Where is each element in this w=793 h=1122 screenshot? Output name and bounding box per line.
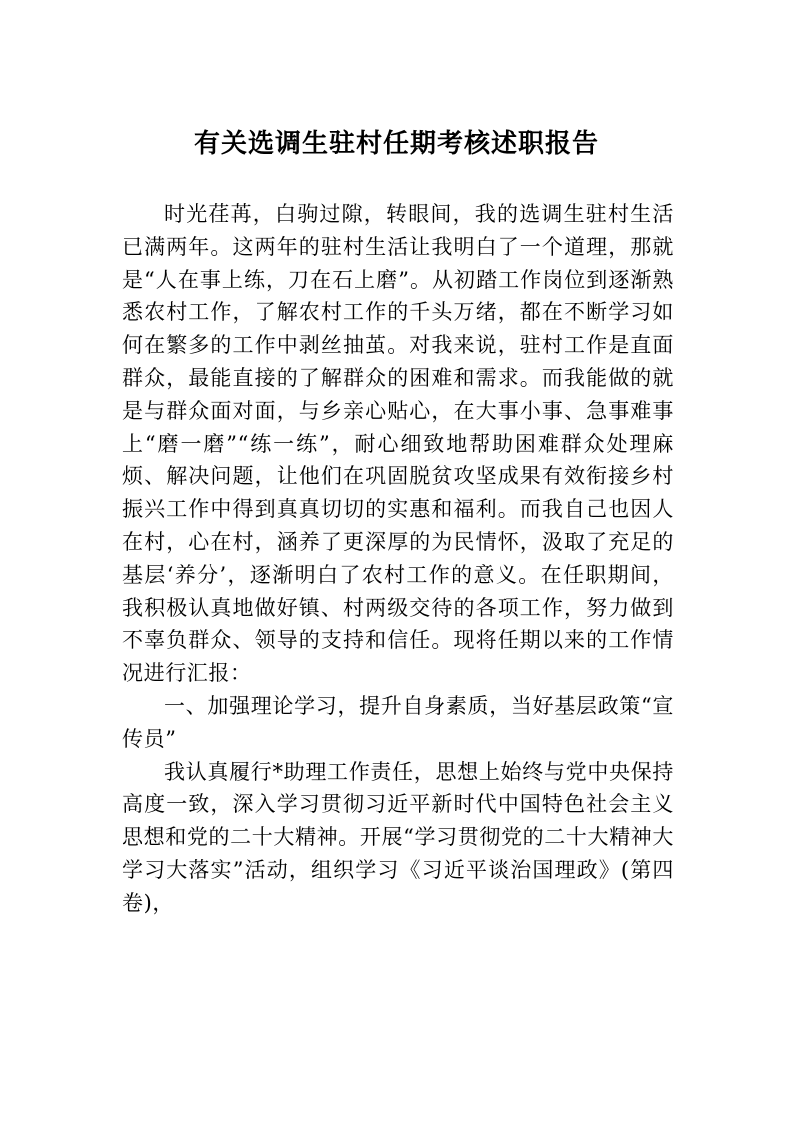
document-title: 有关选调生驻村任期考核述职报告 (193, 129, 599, 159)
section-heading-1: 一、加强理论学习，提升自身素质，当好基层政策“宣传员” (122, 693, 674, 751)
paragraph-section-1: 我认真履行*助理工作责任，思想上始终与党中央保持高度一致，深入学习贯彻习近平新时代中国特色社会主义思想和党的二十大精神。开展“学习贯彻党的二十大精神大学习大落实”活动，组织学习《习近平谈治国理政》(第四卷)， (122, 759, 674, 915)
paragraph-intro: 时光荏苒，白驹过隙，转眼间，我的选调生驻村生活已满两年。这两年的驻村生活让我明白了一个道理，那就是“人在事上练，刀在石上磨”。从初踏工作岗位到逐渐熟悉农村工作，了解农村工作的千头万绪，都在不断学习如何在繁多的工作中剥丝抽茧。对我来说，驻村工作是直面群众，最能直接的了解群众的困难和需求。而我能做的就是与群众面对面，与乡亲心贴心，在大事小事、急事难事上“磨一磨”“练一练”，耐心细致地帮助困难群众处理麻烦、解决问题，让他们在巩固脱贫攻坚成果有效衔接乡村振兴工作中得到真真切切的实惠和福利。而我自己也因人在村，心在村，涵养了更深厚的为民情怀，汲取了充足的基层‘养分’，逐渐明白了农村工作的意义。在任职期间，我积极认真地做好镇、村两级交待的各项工作，努力做到不辜负群众、领导的支持和信任。现将任期以来的工作情况进行汇报： (122, 202, 674, 686)
document-body (122, 198, 674, 920)
